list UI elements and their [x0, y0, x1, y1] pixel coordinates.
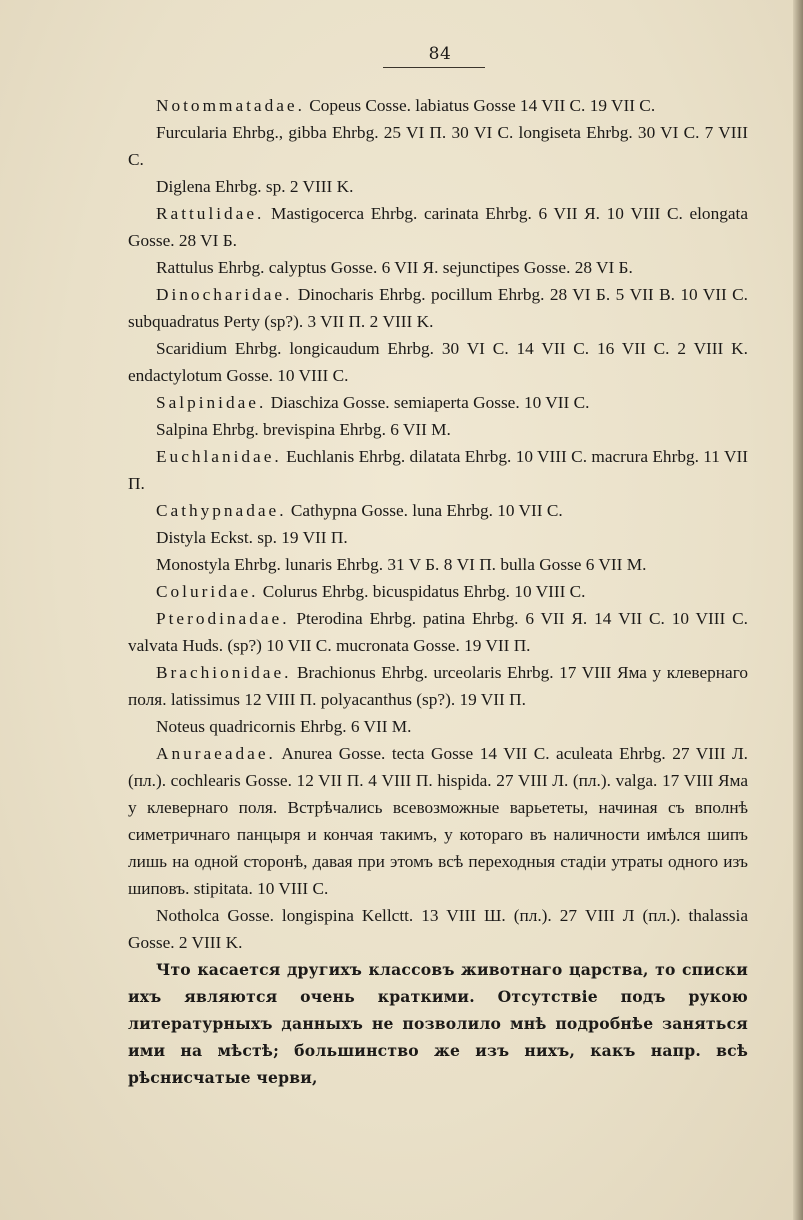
- family-heading: Cathypnadae.: [156, 501, 287, 520]
- family-heading: Anuraeadae.: [156, 744, 276, 763]
- paragraph-text: Notholca Gosse. longispina Kellctt. 13 VIII Ш. (пл.). 27 VIII Л (пл.). thalassia Gosse. 2 VIII K.: [128, 906, 748, 952]
- family-heading: Dinocharidae.: [156, 285, 293, 304]
- paragraph-text: Euchlanis Ehrbg. dilatata Ehrbg. 10 VIII C. macrura Ehrbg. 11 VII П.: [128, 447, 748, 493]
- paragraph-text: Monostyla Ehrbg. lunaris Ehrbg. 31 V Б. 8 VI П. bulla Gosse 6 VII M.: [156, 555, 647, 574]
- family-heading: Brachionidae.: [156, 663, 292, 682]
- family-heading: Notommatadae.: [156, 96, 305, 115]
- family-heading: Rattulidae.: [156, 204, 265, 223]
- paragraph: [128, 173, 748, 200]
- paragraph: [128, 902, 748, 956]
- paragraph-text: Noteus quadricornis Ehrbg. 6 VII M.: [156, 717, 412, 736]
- paragraph-text: Cathypna Gosse. luna Ehrbg. 10 VII C.: [286, 501, 563, 520]
- paragraph: [128, 254, 748, 281]
- paragraph: [128, 578, 748, 605]
- paragraph: [128, 713, 748, 740]
- paragraph-text: Pterodina Ehrbg. patina Ehrbg. 6 VII Я. 14 VII C. 10 VIII C. valvata Huds. (sp?) 10 VII C. mucronata Gosse. 19 VII П.: [128, 609, 748, 655]
- paragraph-text: Diaschiza Gosse. semiaperta Gosse. 10 VII C.: [266, 393, 590, 412]
- paragraph: [128, 551, 748, 578]
- paragraph-text: Furcularia Ehrbg., gibba Ehrbg. 25 VI П. 30 VI C. longiseta Ehrbg. 30 VI C. 7 VIII C.: [128, 123, 748, 169]
- paragraph: [128, 740, 748, 902]
- paragraph-text: Diglena Ehrbg. sp. 2 VIII K.: [156, 177, 354, 196]
- paragraph: [128, 92, 748, 119]
- paragraph: [128, 389, 748, 416]
- paragraph: [128, 119, 748, 173]
- paragraph-text: Brachionus Ehrbg. urceolaris Ehrbg. 17 VIII Яма у клевернаго поля. latissimus 12 VIII П. polyacanthus (sp?). 19 VII П.: [128, 663, 748, 709]
- family-heading: Coluridae.: [156, 582, 259, 601]
- paragraph: [128, 281, 748, 335]
- body-text: [128, 92, 748, 1091]
- family-heading: Euchlanidae.: [156, 447, 282, 466]
- paragraph-text: Dinocharis Ehrbg. pocillum Ehrbg. 28 VI Б. 5 VII B. 10 VII C. subquadratus Perty (sp?). 3 VII П. 2 VIII K.: [128, 285, 748, 331]
- paragraph-text: Rattulus Ehrbg. calyptus Gosse. 6 VII Я. sejunctipes Gosse. 28 VI Б.: [156, 258, 633, 277]
- paragraph-text: Что касается другихъ классовъ животнаго царства, то списки ихъ являются очень краткими. Отсутствіе подъ рукою литературныхъ данныхъ не позволило мнѣ подробнѣе заняться ими на мѣстѣ; большинство же изъ нихъ, какъ напр. всѣ рѣснисчатые черви,: [128, 960, 748, 1087]
- paragraph: [128, 335, 748, 389]
- paragraph: [128, 524, 748, 551]
- paragraph: [128, 605, 748, 659]
- paragraph: [128, 443, 748, 497]
- paragraph-text: Salpina Ehrbg. brevispina Ehrbg. 6 VII M.: [156, 420, 451, 439]
- paragraph-text: Copeus Cosse. labiatus Gosse 14 VII C. 19 VII C.: [304, 96, 656, 115]
- page-edge-shadow: [793, 0, 803, 1220]
- paragraph-text: Distyla Eckst. sp. 19 VII П.: [156, 528, 348, 547]
- family-heading: Salpinidae.: [156, 393, 267, 412]
- paragraph: [128, 200, 748, 254]
- closing-paragraph: [128, 956, 748, 1091]
- header-rule: [383, 67, 485, 68]
- page-number: 84: [428, 44, 452, 64]
- paragraph: [128, 416, 748, 443]
- paragraph-text: Colurus Ehrbg. bicuspidatus Ehrbg. 10 VIII C.: [258, 582, 586, 601]
- paragraph-text: Scaridium Ehrbg. longicaudum Ehrbg. 30 VI C. 14 VII C. 16 VII C. 2 VIII K. endactylotum Gosse. 10 VIII C.: [128, 339, 748, 385]
- paragraph-text: Mastigocerca Ehrbg. carinata Ehrbg. 6 VII Я. 10 VIII C. elongata Gosse. 28 VI Б.: [128, 204, 748, 250]
- paragraph: [128, 497, 748, 524]
- family-heading: Pterodinadae.: [156, 609, 290, 628]
- paragraph: [128, 659, 748, 713]
- paragraph-text: Anurea Gosse. tecta Gosse 14 VII C. aculeata Ehrbg. 27 VIII Л. (пл.). cochlearis Gosse. 12 VII П. 4 VIII П. hispida. 27 VIII Л. (пл.). valga. 17 VIII Яма у клевернаго поля. Встрѣчались всевозможные варьететы, начиная съ вполнѣ симетричнаго панцыря и кончая такимъ, у котораго въ наличности имѣлся шипъ лишь на одной сторонѣ, давая при этомъ всѣ переходныя стадіи утраты одного изъ шиповъ. stipitata. 10 VIII C.: [128, 744, 748, 898]
